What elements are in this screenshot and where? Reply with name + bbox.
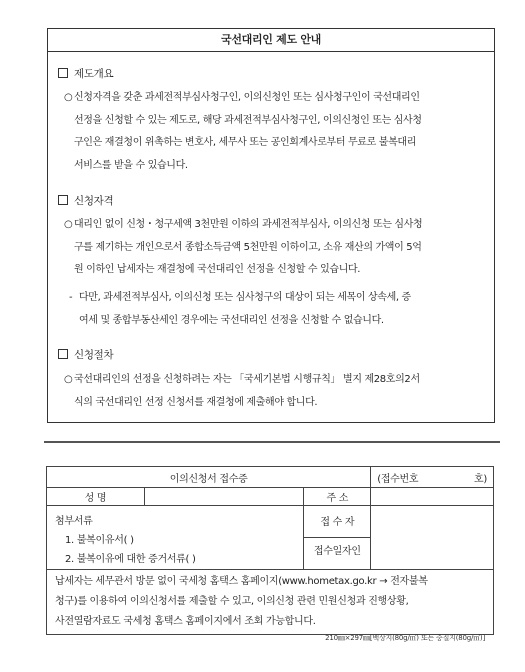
section-header-overview bbox=[58, 66, 113, 81]
text-line: 다만, 과세전적부심사, 이의신청 또는 심사청구의 대상이 되는 세목이 상속세, 증 bbox=[79, 292, 411, 303]
paragraph-eligibility-exception bbox=[69, 287, 482, 332]
attachment-item-2: 2. 불복이유에 대한 증거서류( ) bbox=[65, 554, 196, 565]
attachments-cell bbox=[47, 506, 304, 570]
attachments-label: 첨부서류 bbox=[55, 516, 93, 527]
section-header-label: 신청자격 bbox=[74, 195, 114, 207]
circle-bullet: ○ bbox=[64, 374, 73, 385]
address-value-field[interactable] bbox=[371, 488, 494, 506]
text-line: 여세 및 종합부동산세인 경우에는 국선대리인 선정을 신청할 수 없습니다. bbox=[79, 314, 384, 326]
receipt-number-cell bbox=[371, 467, 494, 488]
paragraph-procedure bbox=[64, 369, 482, 414]
section-header-label: 제도개요 bbox=[74, 68, 114, 80]
notice-box bbox=[47, 28, 495, 423]
paragraph-eligibility bbox=[64, 214, 482, 282]
hometax-notice bbox=[47, 570, 494, 635]
receiver-label: 접 수 자 bbox=[304, 509, 370, 538]
section-header-label: 신청절차 bbox=[74, 349, 114, 361]
text-line: 구를 제기하는 개인으로서 종합소득금액 5천만원 이하이고, 소유 재산의 가액이 5억 bbox=[74, 241, 422, 253]
section-header-eligibility bbox=[58, 193, 113, 208]
receipt-date-label: 접수일자인 bbox=[313, 546, 361, 557]
receiver-date-label-cell bbox=[304, 506, 371, 570]
checkbox-square-icon bbox=[58, 68, 68, 78]
circle-bullet: ○ bbox=[64, 219, 73, 230]
notice-line: 사전열람자료도 국세청 홈택스 홈페이지에서 조회 가능합니다. bbox=[55, 616, 316, 627]
notice-line: 청구)를 이용하여 이의신청서를 제출할 수 있고, 이의신청 관련 민원신청과 진행상황, bbox=[55, 596, 409, 607]
checkbox-square-icon bbox=[58, 195, 68, 205]
text-line: 선정을 신청할 수 있는 제도로, 해당 과세전적부심사청구인, 이의신청인 또는 심사청 bbox=[74, 114, 422, 126]
text-line: 신청자격을 갖춘 과세전적부심사청구인, 이의신청인 또는 심사청구인이 국선대리인 bbox=[74, 92, 420, 103]
receipt-number-suffix: 호) bbox=[474, 473, 487, 485]
receiver-stamp-field[interactable] bbox=[371, 506, 494, 570]
circle-bullet: ○ bbox=[64, 92, 73, 103]
receipt-number-label: (접수번호 bbox=[377, 473, 419, 485]
name-label: 성 명 bbox=[47, 488, 145, 506]
receipt-title: 이의신청서 접수증 bbox=[47, 467, 371, 488]
notice-line: 납세자는 세무관서 방문 없이 국세청 홈택스 홈페이지(www.hometax.go.kr → 전자불복 bbox=[55, 576, 428, 587]
attachment-item-1: 1. 불복이유서( ) bbox=[65, 535, 134, 546]
paper-spec-footer: 210㎜×297㎜[백상지(80g/㎡) 또는 중질지(80g/㎡)] bbox=[325, 634, 485, 642]
text-line: 국선대리인의 선정을 신청하려는 자는 「국세기본법 시행규칙」 별지 제28호의2서 bbox=[74, 374, 420, 385]
section-header-procedure bbox=[58, 347, 113, 362]
text-line: 원 이하인 납세자는 재결청에 국선대리인 선정을 신청할 수 있습니다. bbox=[74, 264, 361, 275]
cut-line-divider bbox=[44, 441, 500, 443]
dash-bullet: - bbox=[69, 292, 73, 303]
text-line: 식의 국선대리인 선정 신청서를 재결청에 제출해야 합니다. bbox=[74, 396, 318, 408]
text-line: 대리인 없이 신청・청구세액 3천만원 이하의 과세전적부심사, 이의신청 또는 심사청 bbox=[74, 219, 423, 230]
text-line: 구인은 재결청이 위촉하는 변호사, 세무사 또는 공인회계사로부터 무료로 불복대리 bbox=[74, 137, 416, 148]
paragraph-overview bbox=[64, 87, 482, 177]
text-line: 서비스를 받을 수 있습니다. bbox=[74, 159, 188, 171]
notice-title: 국선대리인 제도 안내 bbox=[48, 29, 494, 52]
address-label: 주 소 bbox=[304, 488, 371, 506]
checkbox-square-icon bbox=[58, 349, 68, 359]
name-value-field[interactable] bbox=[144, 488, 304, 506]
receipt-table bbox=[46, 466, 494, 635]
